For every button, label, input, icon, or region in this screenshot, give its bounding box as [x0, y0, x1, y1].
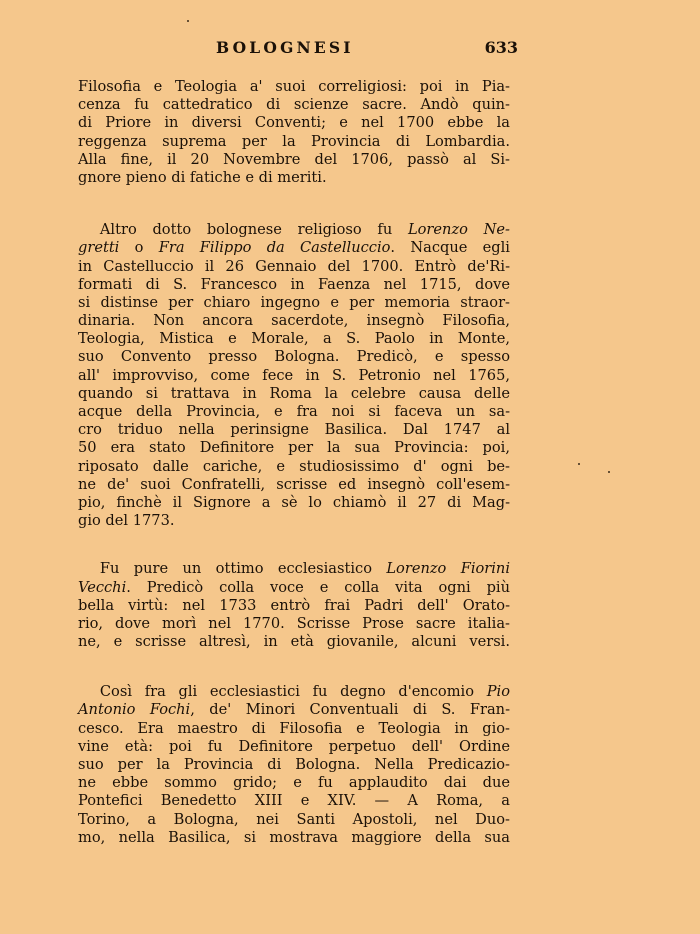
text-line: cro triduo nella perinsigne Basilica. Dal 1747 al	[78, 421, 510, 439]
text-line: Filosofia e Teologia a' suoi correligiosi: poi in Pia-	[78, 78, 510, 95]
text-line: suo Convento presso Bologna. Predicò, e spesso	[78, 348, 510, 366]
text-line: rio, dove morì nel 1770. Scrisse Prose sacre italia-	[78, 614, 510, 632]
text-line: gnore pieno di fatiche e di meriti.	[78, 168, 327, 186]
text-line: dinaria. Non ancora sacerdote, insegnò Filosofia,	[78, 312, 510, 330]
paragraph-4	[78, 683, 510, 847]
paragraph-3	[78, 560, 510, 651]
text-line: bella virtù: nel 1733 entrò frai Padri dell' Orato-	[78, 596, 510, 614]
text-line: suo per la Provincia di Bologna. Nella Predicazio-	[78, 756, 510, 773]
text-line: quando si trattava in Roma la celebre causa delle	[78, 384, 510, 402]
text-line: Antonio Fochi, de' Minori Conventuali di S. Fran-	[78, 701, 510, 719]
text-line: cesco. Era maestro di Filosofia e Teologia in gio-	[78, 719, 510, 737]
text-line: all' improvviso, come fece in S. Petronio nel 1765,	[78, 366, 510, 384]
text-line: in Castelluccio il 26 Gennaio del 1700. Entrò de'Ri-	[78, 257, 510, 275]
text-line: si distinse per chiaro ingegno e per memoria straor-	[78, 293, 510, 311]
text-line: pio, finchè il Signore a sè lo chiamò il 27 di Mag-	[78, 493, 510, 511]
person-name: Pio	[486, 683, 510, 701]
book-page	[78, 0, 518, 847]
text-line: di Priore in diversi Conventi; e nel 1700 ebbe la	[78, 114, 510, 132]
text-line: Alla fine, il 20 Novembre del 1706, passò al Si-	[78, 150, 510, 168]
text-line: 50 era stato Definitore per la sua Provincia: poi,	[78, 439, 510, 457]
text-line: reggenza suprema per la Provincia di Lombardia.	[78, 132, 510, 150]
paper-speck	[608, 471, 610, 473]
person-name: Fra Filippo da Castelluccio	[158, 239, 391, 257]
paragraph-2	[78, 221, 510, 530]
text-line: mo, nella Basilica, si mostrava maggiore della sua	[78, 828, 510, 846]
text-line: gio del 1773.	[78, 512, 175, 530]
text-line: vine età: poi fu Definitore perpetuo dell' Ordine	[78, 737, 510, 755]
paper-speck	[187, 20, 189, 22]
person-name: gretti	[78, 239, 120, 257]
text-line: formati di S. Francesco in Faenza nel 1715, dove	[78, 275, 510, 293]
text-line: Teologia, Mistica e Morale, a S. Paolo in Monte,	[78, 330, 510, 348]
text-line: ne, e scrisse altresì, in età giovanile, alcuni versi.	[78, 633, 510, 651]
text-line: acque della Provincia, e fra noi si faceva un sa-	[78, 403, 510, 420]
running-head: BOLOGNESI	[216, 38, 354, 57]
text-line: Vecchi. Predicò colla voce e colla vita ogni più	[78, 578, 510, 596]
text-line: Torino, a Bologna, nei Santi Apostoli, nel Duo-	[78, 810, 510, 828]
person-name: Lorenzo Ne-	[407, 221, 510, 239]
text-line: cenza fu cattedratico di scienze sacre. Andò quin-	[78, 96, 510, 114]
text-line: Pontefici Benedetto XIII e XIV. — A Roma, a	[78, 792, 510, 810]
text-line: Così fra gli ecclesiastici fu degno d'encomio Pio	[99, 683, 510, 701]
paragraph-1	[78, 78, 510, 187]
text-line: ne de' suoi Confratelli, scrisse ed insegnò coll'esem-	[78, 475, 510, 493]
page-number: 633	[484, 38, 518, 57]
text-line: Fu pure un ottimo ecclesiastico Lorenzo Fiorini	[99, 560, 510, 578]
page-header	[78, 38, 518, 68]
person-name: Vecchi	[78, 578, 127, 596]
paper-speck	[578, 463, 580, 465]
text-line: ne ebbe sommo grido; e fu applaudito dai due	[78, 774, 510, 792]
text-line: riposato dalle cariche, e studiosissimo d' ogni be-	[78, 457, 510, 475]
text-line: gretti o Fra Filippo da Castelluccio. Nacque egli	[78, 239, 510, 257]
person-name: Antonio Fochi	[78, 701, 191, 719]
text-line: Altro dotto bolognese religioso fu Lorenzo Ne-	[99, 221, 510, 239]
person-name: Lorenzo Fiorini	[386, 560, 510, 578]
